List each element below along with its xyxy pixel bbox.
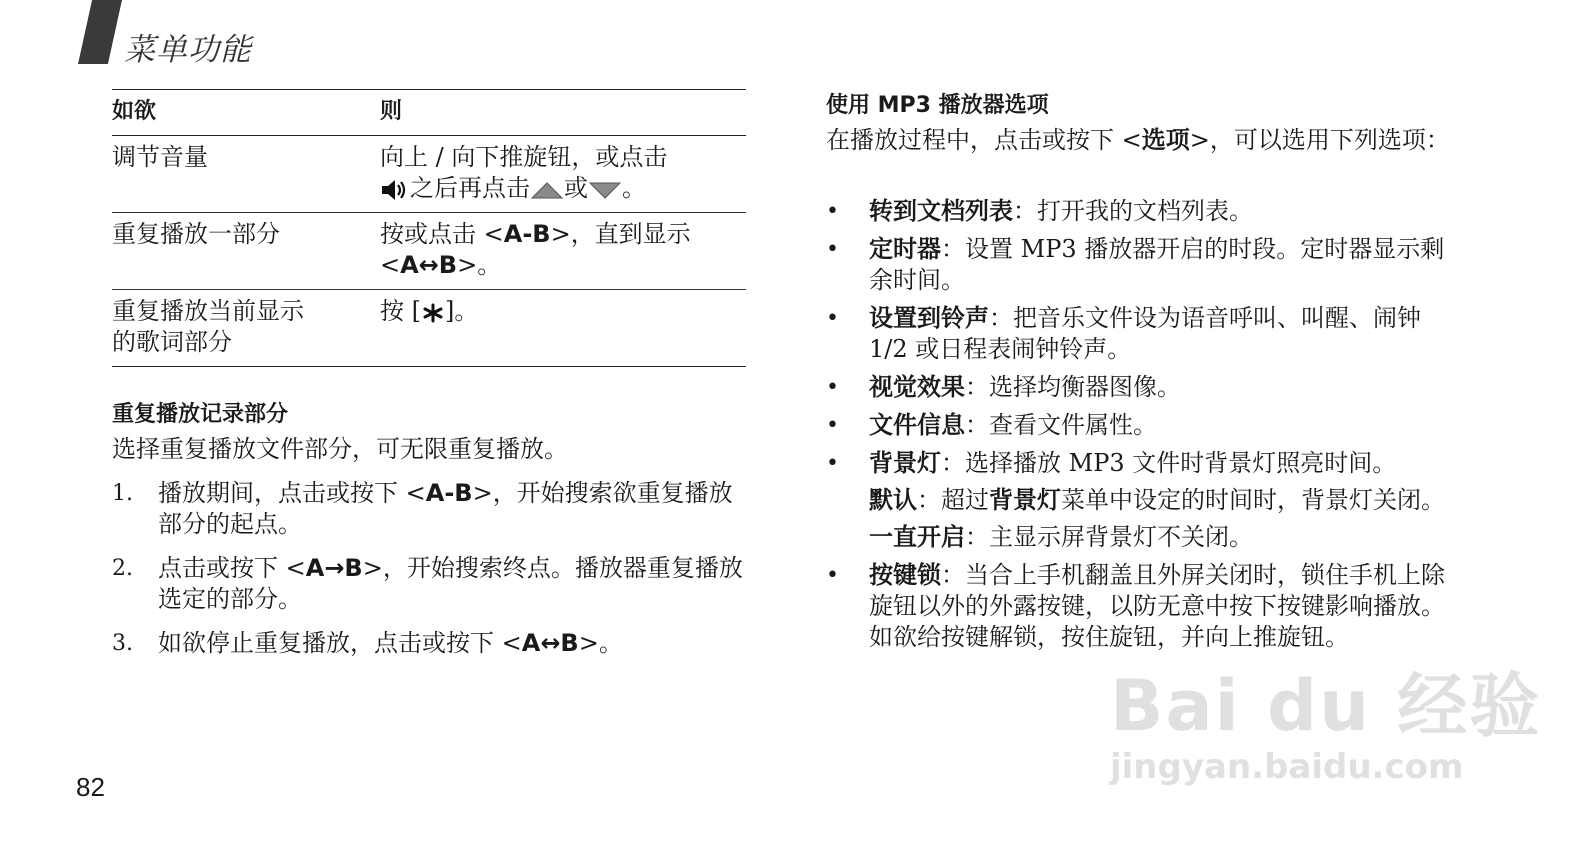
list-item: • 设置到铃声：把音乐文件设为语音呼叫、叫醒、闹钟 1/2 或日程表闹钟铃声。 (826, 304, 1421, 363)
mp3-options-list (826, 196, 1466, 660)
list-item: • 背景灯：选择播放 MP3 文件时背景灯照亮时间。 默认：超过背景灯菜单中设定的时间时，背景灯关闭。 一直开启：主显示屏背景灯不关闭。 (826, 448, 1466, 553)
table-cell: 重复播放当前显示 的歌词部分 (112, 297, 304, 356)
repeat-steps-list (112, 478, 752, 672)
list-item: • 视觉效果：选择均衡器图像。 (826, 373, 1181, 401)
instruction-table (112, 89, 746, 367)
page-number: 82 (76, 772, 105, 802)
section-intro-mp3-options: 在播放过程中，点击或按下 <选项>，可以选用下列选项： (826, 126, 1450, 154)
table-cell: 按或点击 <A-B>，直到显示 <A↔B>。 (380, 220, 691, 279)
table-row (112, 136, 746, 213)
table-row (112, 290, 746, 367)
page-header-title: 菜单功能 (124, 32, 252, 68)
header-bar (78, 0, 122, 64)
section-intro-repeat: 选择重复播放文件部分，可无限重复播放。 (112, 435, 568, 463)
backlight-always-on-option: 一直开启：主显示屏背景灯不关闭。 (869, 523, 1253, 551)
table-cell: 按 [ ]。 (380, 297, 479, 325)
speaker-icon (380, 177, 410, 203)
list-item: • 定时器：设置 MP3 播放器开启的时段。定时器显示剩余时间。 (826, 235, 1445, 294)
backlight-default-option: 默认：超过背景灯菜单中设定的时间时，背景灯关闭。 (869, 486, 1445, 514)
down-triangle-icon (588, 180, 622, 200)
table-cell: 重复播放一部分 (112, 220, 280, 248)
table-cell: 向上 / 向下推旋钮，或点击 之后再点击 或 。 (380, 143, 668, 202)
table-header-col1: 如欲 (112, 99, 157, 124)
section-heading-mp3-options: 使用 MP3 播放器选项 (826, 93, 1049, 118)
list-item: • 文件信息：查看文件属性。 (826, 411, 1157, 439)
baidu-watermark: Bai du 经验 jingyan.baidu.com (1110, 665, 1542, 787)
table-cell: 调节音量 (112, 143, 208, 171)
list-item: 3. 如欲停止重复播放，点击或按下 <A↔B>。 (112, 629, 623, 657)
section-heading-repeat: 重复播放记录部分 (112, 402, 289, 427)
list-item: 1. 播放期间，点击或按下 <A-B>，开始搜索欲重复播放部分的起点。 (112, 479, 733, 538)
table-row (112, 213, 746, 290)
up-triangle-icon (530, 180, 564, 200)
table-header-row (112, 90, 746, 136)
table-header-col2: 则 (380, 99, 403, 124)
list-item: • 转到文档列表：打开我的文档列表。 (826, 197, 1253, 225)
list-item: 2. 点击或按下 <A→B>，开始搜索终点。播放器重复播放选定的部分。 (112, 554, 743, 613)
asterisk-key-icon (421, 302, 445, 324)
list-item: • 按键锁：当合上手机翻盖且外屏关闭时，锁住手机上除旋钮以外的外露按键，以防无意中按下按键影响播放。如欲给按键解锁，按住旋钮，并向上推旋钮。 (826, 561, 1445, 651)
